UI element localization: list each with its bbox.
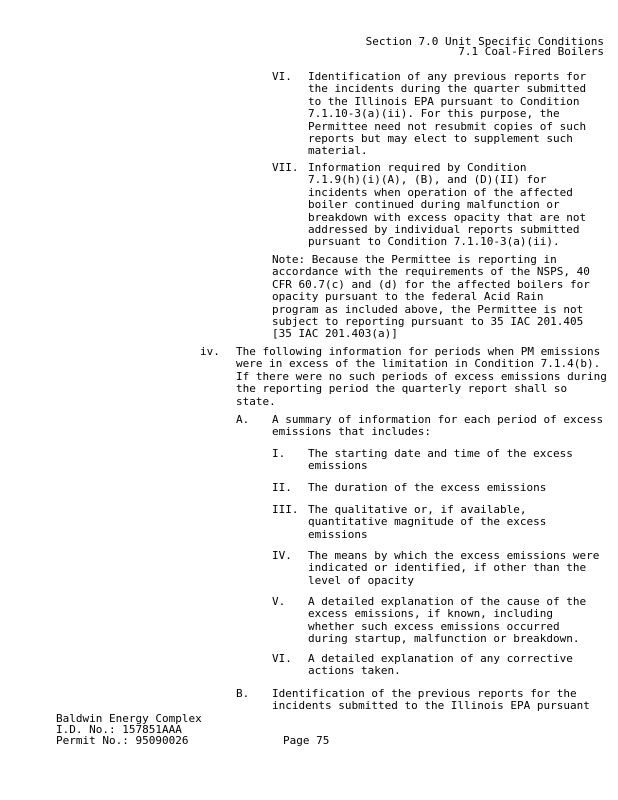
text-line: incidents when operation of the affected — [308, 185, 573, 199]
item-i-marker: I. — [272, 447, 286, 460]
text-line: material. — [308, 144, 368, 158]
text-line: 7.1.10-3(a)(ii). For this purpose, the — [308, 107, 560, 121]
item-v-marker: V. — [272, 595, 286, 608]
text-line: A summary of information for each period of excess — [272, 413, 604, 426]
note-paragraph — [272, 254, 590, 341]
item-a-marker: A. — [236, 413, 250, 426]
text-line: program as included above, the Permittee is not — [272, 302, 584, 316]
text-line: the incidents during the quarter submitted — [308, 82, 587, 96]
text-line: subject to reporting pursuant to 35 IAC 201.405 — [272, 315, 584, 329]
item-a-text — [272, 414, 603, 439]
item-iv-upper-marker: IV. — [272, 549, 292, 562]
text-line: were in excess of the limitation in Condition 7.1.4(b). — [236, 357, 601, 371]
header-section-title: Section 7.0 Unit Specific Conditions — [365, 35, 604, 48]
text-line: CFR 60.7(c) and (d) for the affected boilers for — [272, 277, 590, 291]
text-line: 7.1.9(h)(i)(A), (B), and (D)(II) for — [308, 173, 547, 187]
text-line: The duration of the excess emissions — [308, 481, 547, 494]
item-iii-marker: III. — [272, 503, 299, 516]
item-vii-marker: VII. — [272, 161, 299, 174]
footer-permit-number: Permit No.: 95090026 — [56, 734, 189, 747]
text-line: actions taken. — [308, 664, 401, 678]
item-iv-marker: iv. — [200, 345, 220, 358]
text-line: during startup, malfunction or breakdown. — [308, 632, 580, 646]
item-iv-upper-text — [308, 550, 599, 587]
text-line: addressed by individual reports submitted — [308, 223, 580, 237]
text-line: A detailed explanation of the cause of the — [308, 595, 587, 608]
text-line: emissions — [308, 527, 368, 541]
item-iv-text — [236, 346, 607, 408]
item-iii-text — [308, 504, 546, 541]
text-line: The following information for periods when PM emissions — [236, 345, 601, 358]
item-ii-marker: II. — [272, 481, 292, 494]
text-line: accordance with the requirements of the NSPS, 40 — [272, 265, 590, 279]
text-line: excess emissions, if known, including — [308, 607, 554, 621]
text-line: boiler continued during malfunction or — [308, 198, 560, 212]
item-v-text — [308, 596, 586, 646]
text-line: The means by which the excess emissions were — [308, 549, 600, 562]
text-line: The qualitative or, if available, — [308, 503, 527, 516]
text-line: quantitative magnitude of the excess — [308, 515, 547, 529]
item-i-text — [308, 448, 573, 473]
item-vi-text — [308, 71, 586, 158]
text-line: Identification of any previous reports for — [308, 70, 587, 83]
text-line: breakdown with excess opacity that are not — [308, 210, 587, 224]
item-vi-second-marker: VI. — [272, 652, 292, 665]
item-vii-text — [308, 162, 586, 249]
text-line: Permittee need not resubmit copies of such — [308, 119, 587, 133]
text-line: indicated or identified, if other than the — [308, 561, 587, 575]
text-line: the reporting period the quarterly report shall so — [236, 382, 568, 396]
text-line: A detailed explanation of any corrective — [308, 652, 573, 665]
text-line: If there were no such periods of excess emissions during — [236, 369, 607, 383]
footer-facility-name: Baldwin Energy Complex — [56, 712, 202, 725]
text-line: [35 IAC 201.403(a)] — [272, 327, 398, 341]
text-line: Information required by Condition — [308, 161, 527, 174]
text-line: Identification of the previous reports for the — [272, 687, 577, 700]
item-vi-marker: VI. — [272, 70, 292, 83]
item-b-text — [272, 688, 590, 713]
text-line: The starting date and time of the excess — [308, 447, 573, 460]
item-vi-second-text — [308, 653, 573, 678]
text-line: to the Illinois EPA pursuant to Condition — [308, 94, 580, 108]
text-line: reports but may elect to supplement such — [308, 132, 573, 146]
text-line: level of opacity — [308, 573, 414, 587]
text-line: state. — [236, 394, 276, 408]
item-b-marker: B. — [236, 687, 250, 700]
text-line: emissions — [308, 459, 368, 473]
footer-id-number: I.D. No.: 157851AAA — [56, 723, 182, 736]
text-line: emissions that includes: — [272, 425, 431, 439]
header-subsection-title: 7.1 Coal-Fired Boilers — [458, 45, 604, 58]
text-line: opacity pursuant to the federal Acid Rain — [272, 290, 544, 304]
text-line: Note: Because the Permittee is reporting in — [272, 253, 557, 266]
text-line: incidents submitted to the Illinois EPA pursuant — [272, 699, 590, 713]
item-ii-text — [308, 482, 546, 494]
text-line: whether such excess emissions occurred — [308, 619, 560, 633]
text-line: pursuant to Condition 7.1.10-3(a)(ii). — [308, 235, 560, 249]
footer-page-number: Page 75 — [283, 734, 330, 747]
